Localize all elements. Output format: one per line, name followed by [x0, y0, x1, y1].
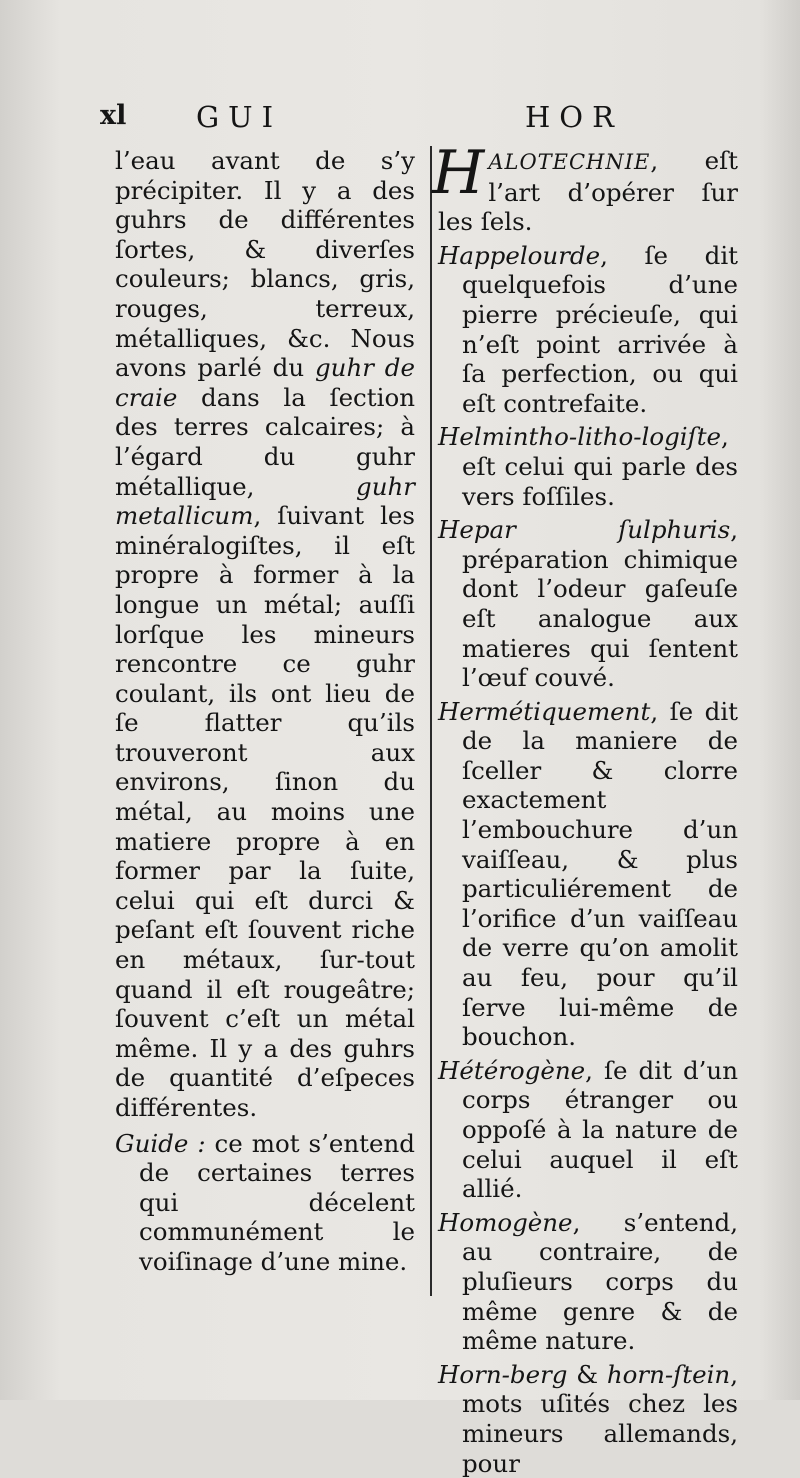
guhr-continuation: l’eau avant de s’y précipiter. Il y a des guhrs de différentes ſortes, & diverſes couleurs; blancs, gris, rouges, terreux, métalliques, &c. Nous avons parlé du guhr de craie dans la ſection des terres calcaires; à l’égard du guhr métallique, guhr metallicum, ſuivant les minéralogiſtes, il eſt propre à former à la longue un métal; auſſi lorſque les mineurs rencontre ce guhr coulant, ils ont lieu de ſe flatter qu’ils trouveront aux environs, ſinon du métal, au moins une matiere propre à en former par la ſuite, celui qui eſt durci & peſant eſt ſouvent riche en métaux, ſur-tout quand il eſt rougeâtre; ſouvent c’eſt un métal même. Il y a des guhrs de quantité d’eſpeces différentes. — [115, 146, 415, 1122]
left-column — [115, 146, 415, 1277]
entry-definition: , ſe dit de la maniere de ſceller & clorre exactement l’embouchure d’un vaiſſeau, & plus particuliérement de l’orifice d’un vaiſſeau de verre qu’on amolit au feu, pour qu’il ſerve lui-même de bouchon. — [462, 696, 738, 1052]
page-header — [0, 100, 800, 150]
entry-definition: , préparation chimique dont l’odeur gaſeuſe eſt analogue aux matieres qui ſentent l’œuf couvé. — [462, 515, 738, 693]
page-number: xl — [100, 100, 127, 131]
entry-definition: , s’entend, au contraire, de pluſieurs corps du même genre & de même nature. — [462, 1207, 738, 1356]
entry-term: Hepar ſulphuris — [438, 515, 731, 545]
entry-term: Happelourde — [438, 240, 601, 270]
entry-term: horn-ſtein — [606, 1359, 731, 1389]
entry-term: Homogène — [438, 1207, 573, 1237]
column-divider — [430, 146, 432, 1296]
running-head-left: GUI — [196, 100, 283, 134]
dictionary-entry — [438, 515, 738, 693]
entry-term: Horn-berg — [438, 1359, 568, 1389]
entry-term: Hétérogène — [438, 1055, 586, 1085]
entry-list — [438, 241, 738, 1356]
dictionary-entry — [438, 1208, 738, 1356]
dictionary-entry — [438, 1056, 738, 1204]
entry-definition: , ſe dit quelquefois d’une pierre précieuſe, qui n’eſt point arrivée à ſa perfection, ou qui eſt contrefaite. — [462, 240, 738, 418]
dictionary-entry — [438, 241, 738, 419]
running-head-right: HOR — [525, 100, 623, 134]
entry-term: ALOTECHNIE — [488, 150, 651, 174]
entry-term: Guide : — [115, 1128, 206, 1158]
dictionary-entry — [438, 697, 738, 1052]
entry-definition: , ſe dit d’un corps étranger ou oppoſé à la nature de celui auquel il eſt allié. — [462, 1055, 738, 1204]
entry-halotechnie: HALOTECHNIE, eſt l’art d’opérer ſur les ſels. — [432, 138, 738, 237]
entry-term: Hermétiquement — [438, 696, 651, 726]
entry-guide: Guide : ce mot s’entend de certaines terres qui décelent communément le voiſinage d’une mine. — [115, 1128, 415, 1276]
entry-term: Helmintho-litho-logiſte — [438, 422, 722, 452]
drop-cap: H — [432, 138, 485, 208]
right-column — [432, 138, 738, 1478]
entry-definition: , eſt celui qui parle des vers foſſiles. — [462, 422, 738, 511]
entry-horn-berg: Horn-berg & horn-ſtein, mots uſités chez les mineurs allemands, pour — [438, 1359, 738, 1478]
dictionary-entry — [438, 422, 738, 511]
